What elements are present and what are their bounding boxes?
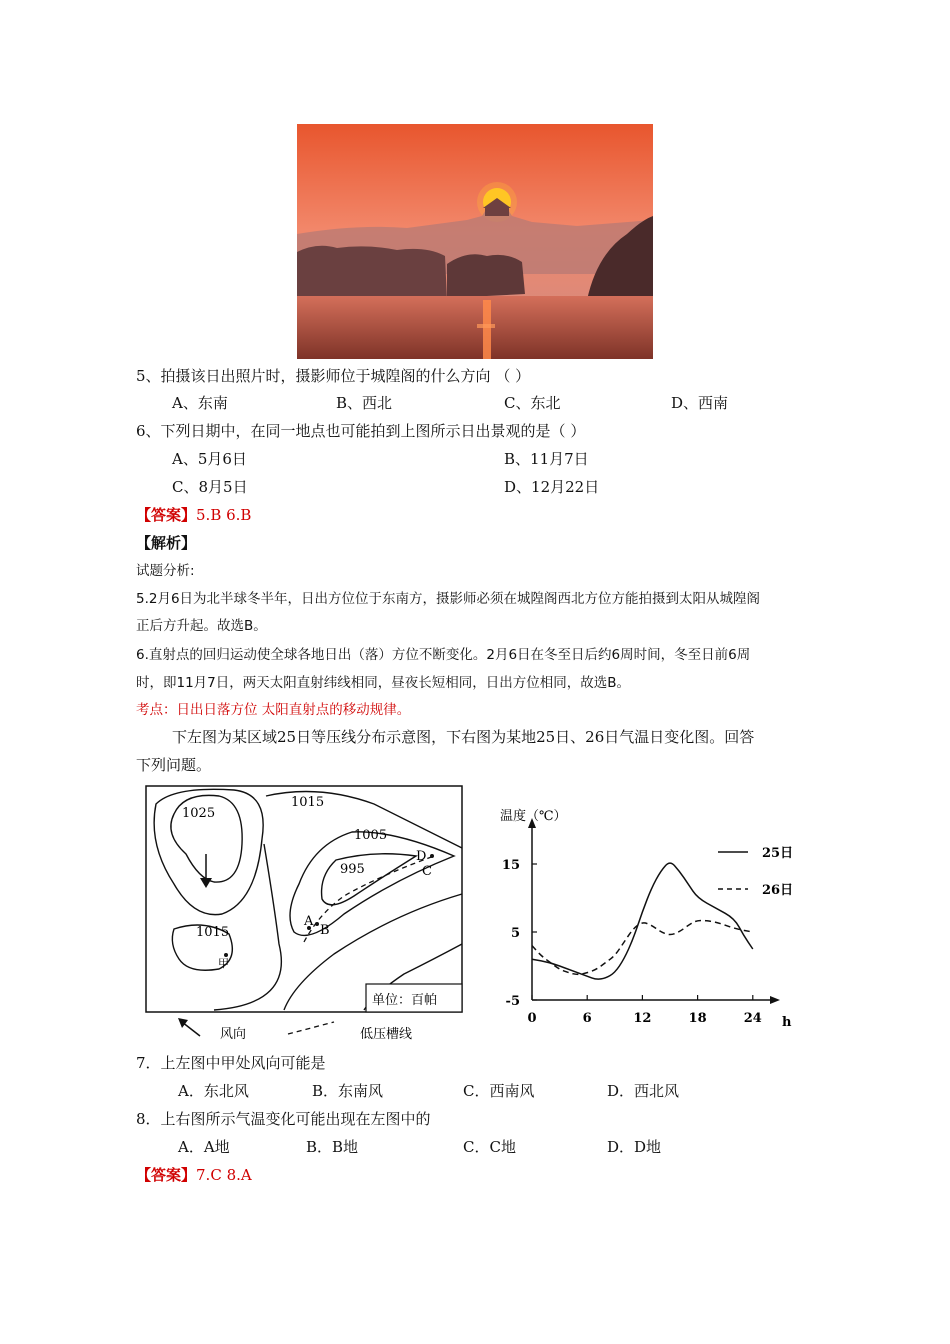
intro-line2: 下列问题。 <box>136 756 212 774</box>
q7-option-d: D．西北风 <box>607 1082 680 1100</box>
q6-stem: 6、下列日期中，在同一地点也可能拍到上图所示日出景观的是（ ） <box>136 422 586 440</box>
chart-xlabel: h <box>782 1015 792 1030</box>
x-axis-arrow <box>770 996 780 1004</box>
q8-stem: 8．上右图所示气温变化可能出现在左图中的 <box>136 1110 431 1128</box>
answer2-label: 【答案】 <box>136 1166 197 1184</box>
q6-option-d: D、12月22日 <box>504 478 600 496</box>
isobar-map <box>144 784 466 1046</box>
q8-option-a: A．A地 <box>178 1138 230 1156</box>
analysis-6-line1: 6.直射点的回归运动使全球各地日出（落）方位不断变化。2月6日在冬至日后约6周时间，冬至日前6周 <box>136 647 751 663</box>
sunrise-photo <box>297 124 653 359</box>
q5-stem: 5、拍摄该日出照片时，摄影师位于城隍阁的什么方向 （ ） <box>136 367 531 385</box>
answer-5-6 <box>136 505 251 525</box>
label-c: C <box>422 864 432 879</box>
y-tick-label: 5 <box>510 926 520 941</box>
point-d-dot <box>430 854 434 858</box>
legend-25-label: 25日 <box>762 846 794 861</box>
q6-option-c: C、8月5日 <box>172 478 248 496</box>
chart-series <box>532 863 753 979</box>
q7-option-c: C．西南风 <box>463 1082 535 1100</box>
legend-wind-arrow-head <box>178 1018 188 1028</box>
legend-trough-label: 低压槽线 <box>360 1027 413 1042</box>
x-tick-label: 12 <box>633 1011 652 1026</box>
answer-text: 5.B 6.B <box>196 506 252 524</box>
temperature-chart <box>492 800 812 1035</box>
answer2-text: 7.C 8.A <box>196 1166 252 1184</box>
analysis-heading: 试题分析: <box>136 563 195 579</box>
x-tick-label: 6 <box>582 1011 592 1026</box>
point-b-dot <box>315 922 319 926</box>
q7-option-a: A．东北风 <box>178 1082 249 1100</box>
wind-arrow-head <box>200 878 212 888</box>
q5-option-c: C、东北 <box>504 394 561 412</box>
label-d: D <box>416 849 427 864</box>
analysis-label: 【解析】 <box>136 534 197 552</box>
legend-26-label: 26日 <box>762 883 794 898</box>
label-jia: 甲 <box>218 957 229 970</box>
kaodian: 考点：日出日落方位 太阳直射点的移动规律。 <box>136 702 411 718</box>
q7-stem: 7．上左图中甲处风向可能是 <box>136 1054 326 1072</box>
intro-line1: 下左图为某区域25日等压线分布示意图，下右图为某地25日、26日气温日变化图。回答 <box>172 728 755 746</box>
analysis-5-line1: 5.2月6日为北半球冬半年，日出方位位于东南方，摄影师必须在城隍阁西北方位方能拍摄到太阳从城隍阁 <box>136 591 761 607</box>
label-b: B <box>320 923 330 938</box>
analysis-5-line2: 正后方升起。故选B。 <box>136 618 267 634</box>
unit-label: 单位：百帕 <box>372 993 438 1008</box>
series-line-1 <box>532 921 753 975</box>
legend-trough-line <box>288 1022 334 1034</box>
x-tick-label: 0 <box>527 1011 537 1026</box>
q7-option-b: B．东南风 <box>312 1082 384 1100</box>
q8-option-c: C．C地 <box>463 1138 516 1156</box>
chart-ylabel: 温度（℃） <box>500 809 567 824</box>
y-tick-label: -5 <box>505 994 520 1009</box>
q8-option-d: D．D地 <box>607 1138 662 1156</box>
x-tick-label: 24 <box>743 1011 762 1026</box>
q5-option-a: A、东南 <box>172 394 228 412</box>
answer-7-8 <box>136 1165 252 1185</box>
q5-option-b: B、西北 <box>336 394 393 412</box>
series-line-0 <box>532 863 753 979</box>
label-1025: 1025 <box>182 806 216 821</box>
label-1005: 1005 <box>354 828 388 843</box>
q8-option-b: B．B地 <box>306 1138 359 1156</box>
label-995: 995 <box>340 862 365 877</box>
label-1015-small: 1015 <box>196 925 230 940</box>
answer-label: 【答案】 <box>136 506 197 524</box>
label-1015-top: 1015 <box>291 795 325 810</box>
analysis-6-line2: 时，即11月7日，两天太阳直射纬线相同，昼夜长短相同，日出方位相同，故选B。 <box>136 675 631 691</box>
q5-option-d: D、西南 <box>671 394 729 412</box>
chart-axes <box>502 818 780 1026</box>
y-tick-label: 15 <box>501 858 520 873</box>
q6-option-b: B、11月7日 <box>504 450 589 468</box>
label-a: A <box>304 914 314 929</box>
q6-option-a: A、5月6日 <box>172 450 247 468</box>
chart-legend <box>718 846 793 898</box>
legend-wind-label: 风向 <box>220 1027 247 1042</box>
x-tick-label: 18 <box>688 1011 707 1026</box>
